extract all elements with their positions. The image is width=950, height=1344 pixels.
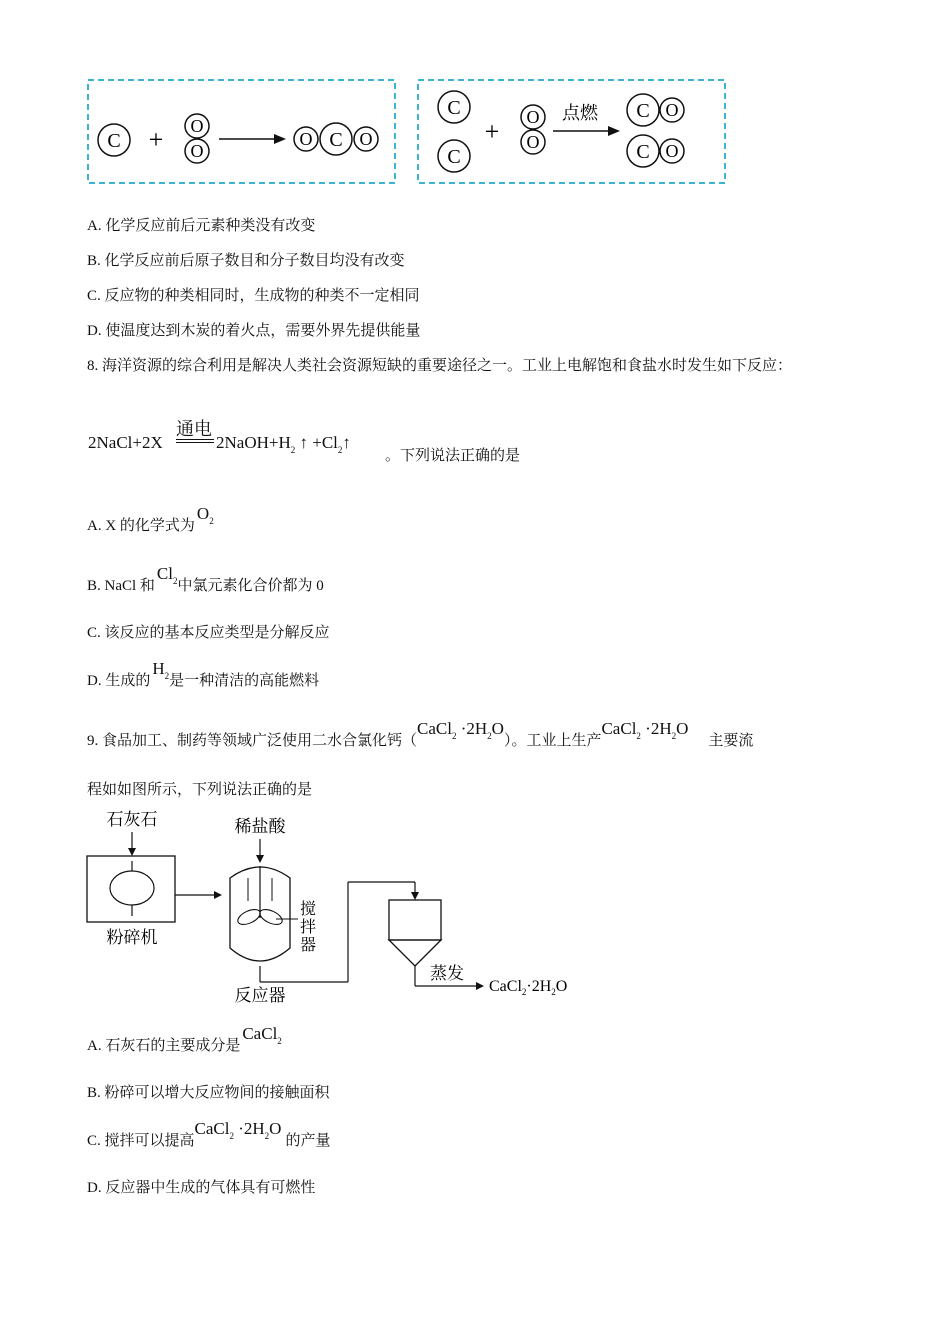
svg-text:O: O (665, 141, 679, 161)
svg-text:C: C (447, 97, 461, 119)
svg-text:O: O (526, 107, 540, 127)
atom-c-label: C (107, 130, 121, 152)
left-reaction (98, 114, 378, 163)
svg-text:C: C (636, 100, 650, 122)
acid-label: 稀盐酸 (234, 817, 286, 836)
evaporator (389, 900, 441, 940)
svg-text:搅: 搅 (299, 901, 317, 918)
q9-option-d: D. 反应器中生成的气体具有可燃性 (87, 1180, 316, 1196)
q9-stem: 9. 食品加工、制药等领域广泛使用二水合氯化钙（CaCl$_2$ $\cdot 2H_2O$）。工业上生产CaCl$_2$ $\cdot 2H_2O$主要流 (87, 719, 754, 749)
q9-option-a: A. 石灰石的主要成分是CaCl$^2$ (87, 1024, 282, 1054)
svg-text:+: + (484, 117, 500, 146)
svg-text:O: O (359, 129, 373, 149)
condition-label: 点燃 (562, 103, 598, 123)
reactor-label: 反应器 (234, 986, 286, 1005)
q7-option-b: B. 化学反应前后原子数目和分子数目均没有改变 (87, 253, 405, 269)
crusher-label: 粉碎机 (106, 928, 158, 947)
q8-option-c: C. 该反应的基本反应类型是分解反应 (87, 625, 330, 641)
reaction-diagram (86, 77, 731, 187)
crusher-box (87, 856, 175, 922)
process-flow-chart (86, 806, 596, 1011)
q7-option-d: D. 使温度达到木炭的着火点，需要外界先提供能量 (87, 323, 421, 339)
q9-option-c: C. 搅拌可以提高CaCl$_2$ $\cdot 2H_2O$的产量 (87, 1119, 331, 1149)
svg-text:O: O (299, 129, 313, 149)
svg-text:O: O (665, 100, 679, 120)
svg-text:C: C (447, 146, 461, 168)
q8-equation: 2NaCl+2X 通电 $2NaOH+H_2$ ↑ $+Cl_2↑$ 。下列说法正确的是 (88, 415, 548, 465)
evaporate-label: 蒸发 (430, 964, 464, 983)
right-reaction (438, 91, 684, 172)
product-label: $CaCl_2\cdot 2H_2O$ (489, 978, 568, 997)
q8-option-d: D. 生成的$H^2$是一种清洁的高能燃料 (87, 659, 320, 689)
q8-option-b: B. NaCl 和Cl$^2$中氯元素化合价都为 0 (87, 564, 324, 594)
q8-stem: 8. 海洋资源的综合利用是解决人类社会资源短缺的重要途径之一。工业上电解饱和食盐水时发生如下反应： (87, 358, 793, 374)
svg-text:O: O (190, 116, 204, 136)
svg-text:器: 器 (299, 937, 317, 954)
svg-text:C: C (636, 141, 650, 163)
q9-stem-cont: 程如如图所示，下列说法正确的是 (87, 782, 313, 798)
equation-condition: 通电 (176, 419, 212, 439)
svg-text:+: + (148, 125, 164, 154)
svg-text:C: C (329, 129, 343, 151)
q8-option-a: A. X 的化学式为$O^2$ (87, 504, 214, 534)
svg-text:O: O (526, 132, 540, 152)
q7-option-a: A. 化学反应前后元素种类没有改变 (87, 218, 316, 234)
svg-text:O: O (190, 141, 204, 161)
q7-option-c: C. 反应物的种类相同时，生成物的种类不一定相同 (87, 288, 420, 304)
q9-option-b: B. 粉碎可以增大反应物间的接触面积 (87, 1085, 330, 1101)
limestone-label: 石灰石 (106, 810, 158, 829)
svg-text:拌: 拌 (299, 919, 317, 936)
